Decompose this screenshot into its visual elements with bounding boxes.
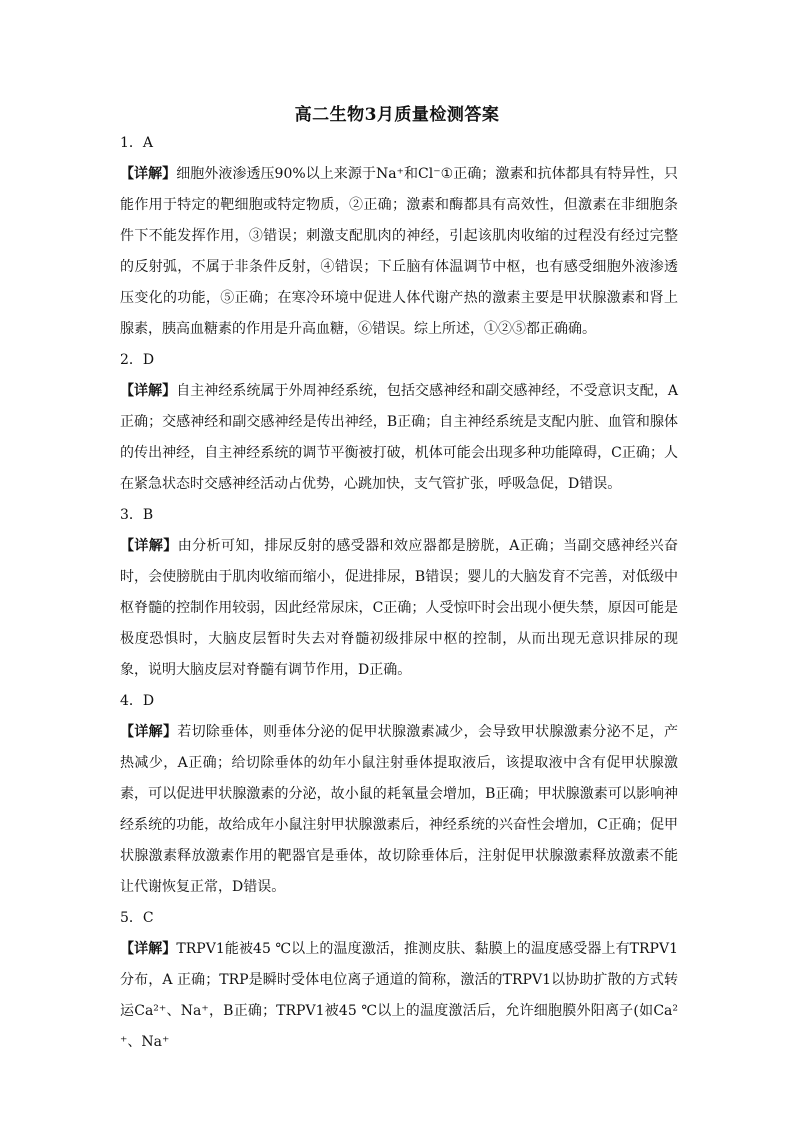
answer-explanation — [120, 934, 678, 1058]
answer-explanation — [120, 159, 678, 345]
explanation-text: 自主神经系统属于外周神经系统，包括交感神经和副交感神经，不受意识支配，A正确；交感神经和副交感神经是传出神经，B正确；自主神经系统是支配内脏、血管和腺体的传出神经，自主神经系统的调节平衡被打破，机体可能会出现多种功能障碍，C正确；人在紧急状态时交感神经活动占优势，心跳加快，支气管扩张，呼吸急促，D错误。 — [120, 383, 679, 492]
explanation-text: TRPV1能被45 ℃以上的温度激活，推测皮肤、黏膜上的温度感受器上有TRPV1分布，A 正确；TRP是瞬时受体电位离子通道的简称，激活的TRPV1以协助扩散的方式转运Ca²⁺、Na⁺，B正确；TRPV1被45 ℃以上的温度激活后，允许细胞膜外阳离子(如Ca²⁺、Na⁺ — [120, 941, 678, 1050]
question-number: 3．B — [120, 507, 154, 523]
answer-list — [120, 128, 678, 1058]
answer-explanation — [120, 531, 678, 686]
question-number: 1．A — [120, 135, 154, 151]
page-title: 高二生物3月质量检测答案 — [294, 105, 500, 125]
question-number: 2．D — [120, 352, 155, 368]
explanation-text: 细胞外液渗透压90%以上来源于Na⁺和Cl⁻①正确；激素和抗体都具有特异性，只能作用于特定的靶细胞或特定物质，②正确；激素和酶都具有高效性，但激素在非细胞条件下不能发挥作用，③错误；刺激支配肌肉的神经，引起该肌肉收缩的过程没有经过完整的反射弧，不属于非条件反射，④错误；下丘脑有体温调节中枢，也有感受细胞外液渗透压变化的功能，⑤正确；在寒冷环境中促进人体代谢产热的激素主要是甲状腺激素和肾上腺素，胰高血糖素的作用是升高血糖，⑥错误。综上所述，①②⑤都正确确。 — [120, 166, 679, 337]
answer-explanation — [120, 717, 678, 903]
answer-explanation — [120, 376, 678, 500]
explanation-tag: 【详解】 — [120, 724, 178, 740]
explanation-tag: 【详解】 — [120, 538, 178, 554]
question-number: 5．C — [120, 910, 154, 926]
explanation-text: 若切除垂体，则垂体分泌的促甲状腺激素减少，会导致甲状腺激素分泌不足，产热减少，A正确；给切除垂体的幼年小鼠注射垂体提取液后，该提取液中含有促甲状腺激素，可以促进甲状腺激素的分泌，故小鼠的耗氧量会增加，B正确；甲状腺激素可以影响神经系统的功能，故给成年小鼠注射甲状腺激素后，神经系统的兴奋性会增加，C正确；促甲状腺激素释放激素作用的靶器官是垂体，故切除垂体后，注射促甲状腺激素释放激素不能让代谢恢复正常，D错误。 — [120, 724, 679, 895]
question-number: 4．D — [120, 693, 155, 709]
explanation-text: 由分析可知，排尿反射的感受器和效应器都是膀胱，A正确；当副交感神经兴奋时，会使膀胱由于肌肉收缩而缩小，促进排尿，B错误；婴儿的大脑发育不完善，对低级中枢脊髓的控制作用较弱，因此经常尿床，C正确；人受惊吓时会出现小便失禁，原因可能是极度恐惧时，大脑皮层暂时失去对脊髓初级排尿中枢的控制，从而出现无意识排尿的现象，说明大脑皮层对脊髓有调节作用，D正确。 — [120, 538, 679, 678]
explanation-tag: 【详解】 — [120, 941, 177, 957]
explanation-tag: 【详解】 — [120, 383, 177, 399]
explanation-tag: 【详解】 — [120, 166, 177, 182]
